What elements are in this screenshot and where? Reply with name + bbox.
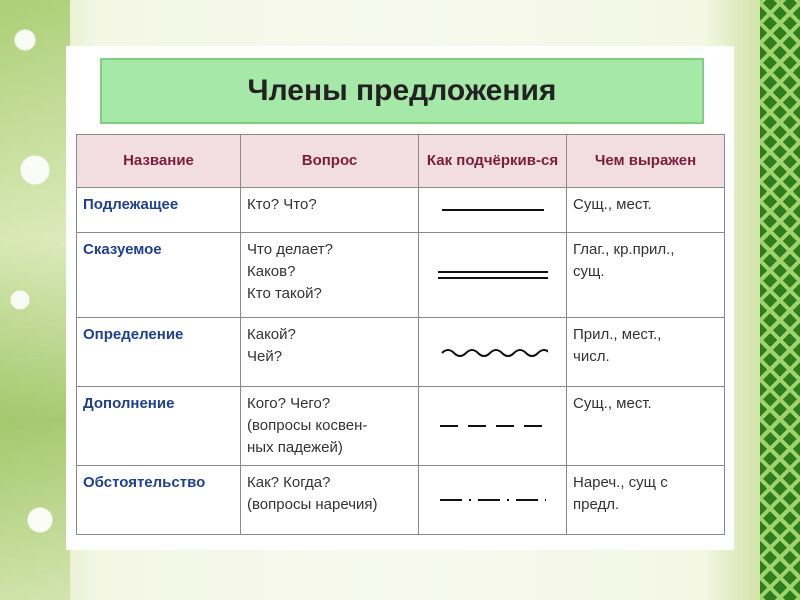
table-row: [77, 318, 725, 387]
header-underline: Как подчёркив-ся: [419, 135, 567, 188]
dash-dot-underline-icon: [419, 466, 567, 535]
members-table: [76, 134, 725, 535]
wavy-underline-icon: [419, 318, 567, 387]
row-name: Подлежащее: [77, 188, 241, 233]
row-name: Дополнение: [77, 387, 241, 466]
single-underline-icon: [419, 188, 567, 233]
table-header-row: [77, 135, 725, 188]
row-expressed: Нареч., сущ с предл.: [567, 466, 725, 535]
table-row: [77, 188, 725, 233]
slide: [66, 46, 734, 550]
dashed-underline-icon: [419, 387, 567, 466]
row-question: Кого? Чего? (вопросы косвен- ных падежей): [241, 387, 419, 466]
header-expressed: Чем выражен: [567, 135, 725, 188]
table-row: [77, 387, 725, 466]
row-question: Кто? Что?: [241, 188, 419, 233]
row-expressed: Прил., мест., числ.: [567, 318, 725, 387]
table-row: [77, 466, 725, 535]
row-expressed: Глаг., кр.прил., сущ.: [567, 233, 725, 318]
row-question: Какой? Чей?: [241, 318, 419, 387]
row-name: Сказуемое: [77, 233, 241, 318]
table-row: [77, 233, 725, 318]
row-question: Что делает? Каков? Кто такой?: [241, 233, 419, 318]
row-expressed: Сущ., мест.: [567, 188, 725, 233]
row-question: Как? Когда? (вопросы наречия): [241, 466, 419, 535]
header-name: Название: [77, 135, 241, 188]
row-name: Обстоятельство: [77, 466, 241, 535]
page-title: Члены предложения: [247, 74, 557, 107]
double-underline-icon: [419, 233, 567, 318]
row-expressed: Сущ., мест.: [567, 387, 725, 466]
row-name: Определение: [77, 318, 241, 387]
flower-decoration: [0, 0, 70, 600]
title-box: [100, 58, 704, 124]
header-question: Вопрос: [241, 135, 419, 188]
lattice-border: [760, 0, 800, 600]
